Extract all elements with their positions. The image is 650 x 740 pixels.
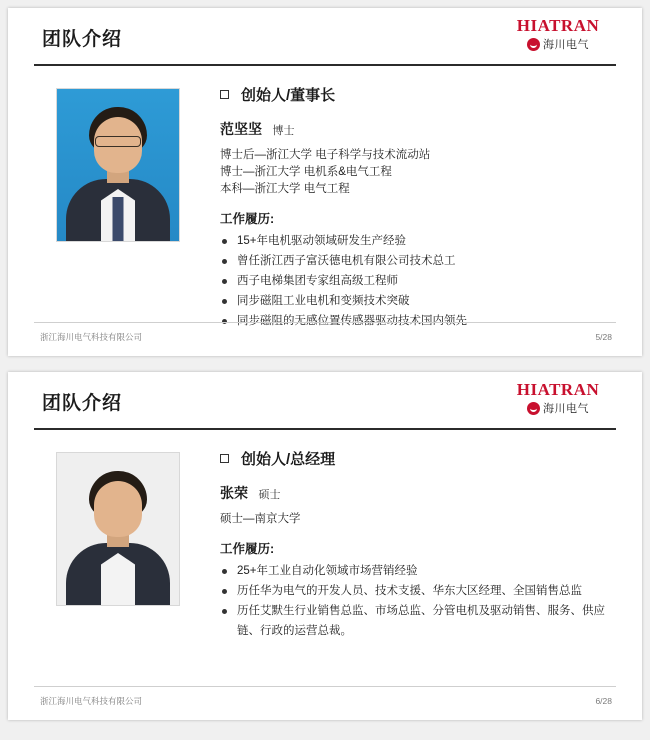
profile-info — [220, 448, 616, 641]
person-name: 张荣 — [220, 485, 248, 501]
list-item: 15+年电机驱动领域研发生产经验 — [220, 231, 616, 251]
logo-sub-wrap — [504, 36, 612, 52]
list-item: 同步磁阻的无感位置传感器驱动技术国内领先 — [220, 311, 616, 331]
portrait-photo — [56, 452, 180, 606]
logo-wordmark: HIATRAN — [516, 380, 600, 399]
slide-body — [8, 66, 642, 331]
experience-list — [220, 231, 616, 331]
slide-body — [8, 430, 642, 641]
role-line — [220, 448, 616, 469]
profile-info — [220, 84, 616, 331]
company-logo — [504, 380, 612, 416]
slide-2 — [8, 372, 642, 720]
logo-sub-wrap — [504, 400, 612, 416]
glasses-icon — [95, 136, 141, 147]
role-label: 创始人/总经理 — [241, 451, 336, 468]
logo-wordmark: HIATRAN — [516, 16, 600, 35]
slide-header — [34, 8, 616, 66]
list-item: 西子电梯集团专家组高级工程师 — [220, 271, 616, 291]
company-logo — [504, 16, 612, 52]
wave-icon — [527, 402, 540, 415]
slide-header — [34, 372, 616, 430]
education-item: 博士—浙江大学 电机系&电气工程 — [220, 166, 392, 178]
experience-heading: 工作履历: — [220, 212, 275, 226]
list-item: 同步磁阻工业电机和变频技术突破 — [220, 291, 616, 311]
name-line — [220, 483, 616, 503]
wave-icon — [527, 38, 540, 51]
page-title: 团队介绍 — [42, 393, 123, 414]
role-label: 创始人/董事长 — [241, 87, 336, 104]
list-item: 历任艾默生行业销售总监、市场总监、分管电机及驱动销售、服务、供应链、行政的运营总裁。 — [220, 601, 616, 641]
education-item: 博士后—浙江大学 电子科学与技术流动站 — [220, 149, 431, 161]
list-item: 25+年工业自动化领域市场营销经验 — [220, 561, 616, 581]
experience-heading: 工作履历: — [220, 542, 275, 556]
portrait-tie — [113, 197, 124, 241]
logo-chinese-name: 海川电气 — [543, 403, 589, 415]
page-title: 团队介绍 — [42, 29, 123, 50]
list-item: 历任华为电气的开发人员、技术支援、华东大区经理、全国销售总监 — [220, 581, 616, 601]
portrait-photo — [56, 88, 180, 242]
square-bullet-icon — [220, 90, 229, 99]
slide-1 — [8, 8, 642, 356]
page-number: 6/28 — [595, 696, 612, 706]
name-line — [220, 119, 616, 139]
logo-chinese-name: 海川电气 — [543, 39, 589, 51]
page-number: 5/28 — [595, 332, 612, 342]
role-line — [220, 84, 616, 105]
footer-company: 浙江海川电气科技有限公司 — [40, 696, 143, 706]
square-bullet-icon — [220, 454, 229, 463]
footer-company: 浙江海川电气科技有限公司 — [40, 332, 143, 342]
slide-footer — [34, 322, 616, 348]
portrait-face — [94, 481, 142, 537]
slide-footer — [34, 686, 616, 712]
list-item: 曾任浙江西子富沃德电机有限公司技术总工 — [220, 251, 616, 271]
experience-list — [220, 561, 616, 641]
person-degree: 硕士 — [258, 489, 281, 501]
person-degree: 博士 — [272, 125, 295, 137]
education-item: 本科—浙江大学 电气工程 — [220, 183, 350, 195]
person-name: 范坚坚 — [220, 121, 262, 137]
education-item: 硕士—南京大学 — [220, 513, 301, 525]
